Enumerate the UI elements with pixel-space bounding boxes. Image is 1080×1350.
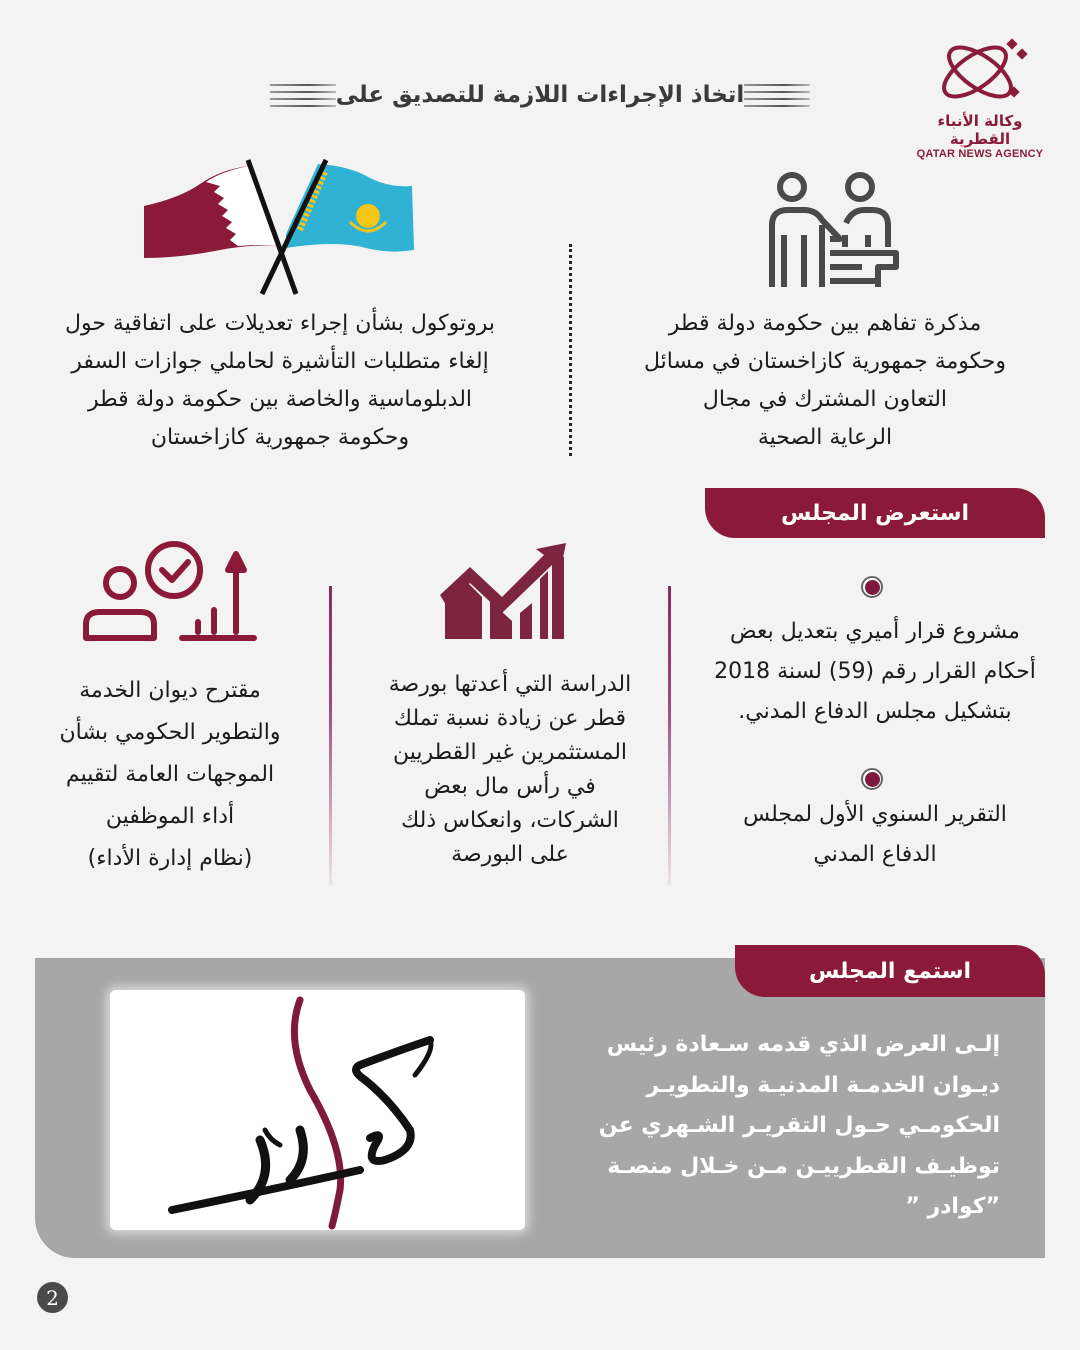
qatar-kazakhstan-flags-icon <box>140 158 420 298</box>
mou-healthcare-text: مذكرة تفاهم بين حكومة دولة قطر وحكومة جمهورية كازاخستان في مسائل التعاون المشترك في مجال الرعاية الصحية <box>643 311 1007 450</box>
decorative-lines-left <box>270 84 336 107</box>
civil-defense-report-text: التقرير السنوي الأول لمجلس الدفاع المدني <box>743 802 1007 867</box>
section-label-reviewed: استعرض المجلس <box>705 488 1045 538</box>
bullet-icon <box>861 768 883 790</box>
logo-name-english: QATAR NEWS AGENCY <box>916 148 1044 160</box>
qna-logo <box>905 30 1055 160</box>
kawader-logo-card <box>110 990 525 1230</box>
kawader-presentation-text: إلـى العرض الذي قدمه سـعادة رئيس ديـوان الخدمـة المدنيـة والتطويـر الحكومـي حـول التقريـر الشـهري عن توظيـف القطرييـن مـن خـلال منصـة ”كوادر ” <box>598 1032 1000 1219</box>
bar-chart-rising-arrow-icon <box>440 543 570 641</box>
decorative-lines-right <box>744 84 810 107</box>
handshake-desk-icon <box>760 165 900 295</box>
stock-exchange-study-text: الدراسة التي أعدتها بورصة قطر عن زيادة نسبة تملك المستثمرين غير القطريين في رأس مال بعض الشركات، وانعكاس ذلك على البورصة <box>388 672 632 867</box>
page-title: اتخاذ الإجراءات اللازمة للتصديق على <box>335 82 745 108</box>
visa-protocol-text: بروتوكول بشأن إجراء تعديلات على اتفاقية حول إلغاء متطلبات التأشيرة لحاملي جوازات السفر الدبلوماسية والخاصة بين حكومة دولة قطر وحكومة جمهورية كازاخستان <box>64 311 496 450</box>
qna-orbit-icon <box>930 30 1030 110</box>
employee-performance-icon <box>82 540 258 645</box>
page-header <box>270 75 810 115</box>
bullet-icon <box>861 576 883 598</box>
performance-management-text: مقترح ديوان الخدمة والتطوير الحكومي بشأن الموجهات العامة لتقييم أداء الموظفين (نظام إدارة الأداء) <box>59 678 281 871</box>
dotted-divider <box>569 244 572 456</box>
column-divider <box>329 586 332 886</box>
civil-defense-decree-text: مشروع قرار أميري بتعديل بعض أحكام القرار رقم (59) لسنة 2018 بتشكيل مجلس الدفاع المدني. <box>714 619 1036 724</box>
section-label-listened: استمع المجلس <box>735 945 1045 997</box>
page-number-badge: 2 <box>37 1282 68 1313</box>
kawader-logo-icon <box>110 990 525 1230</box>
logo-name-arabic: وكالة الأنباء القطرية <box>937 112 1023 148</box>
